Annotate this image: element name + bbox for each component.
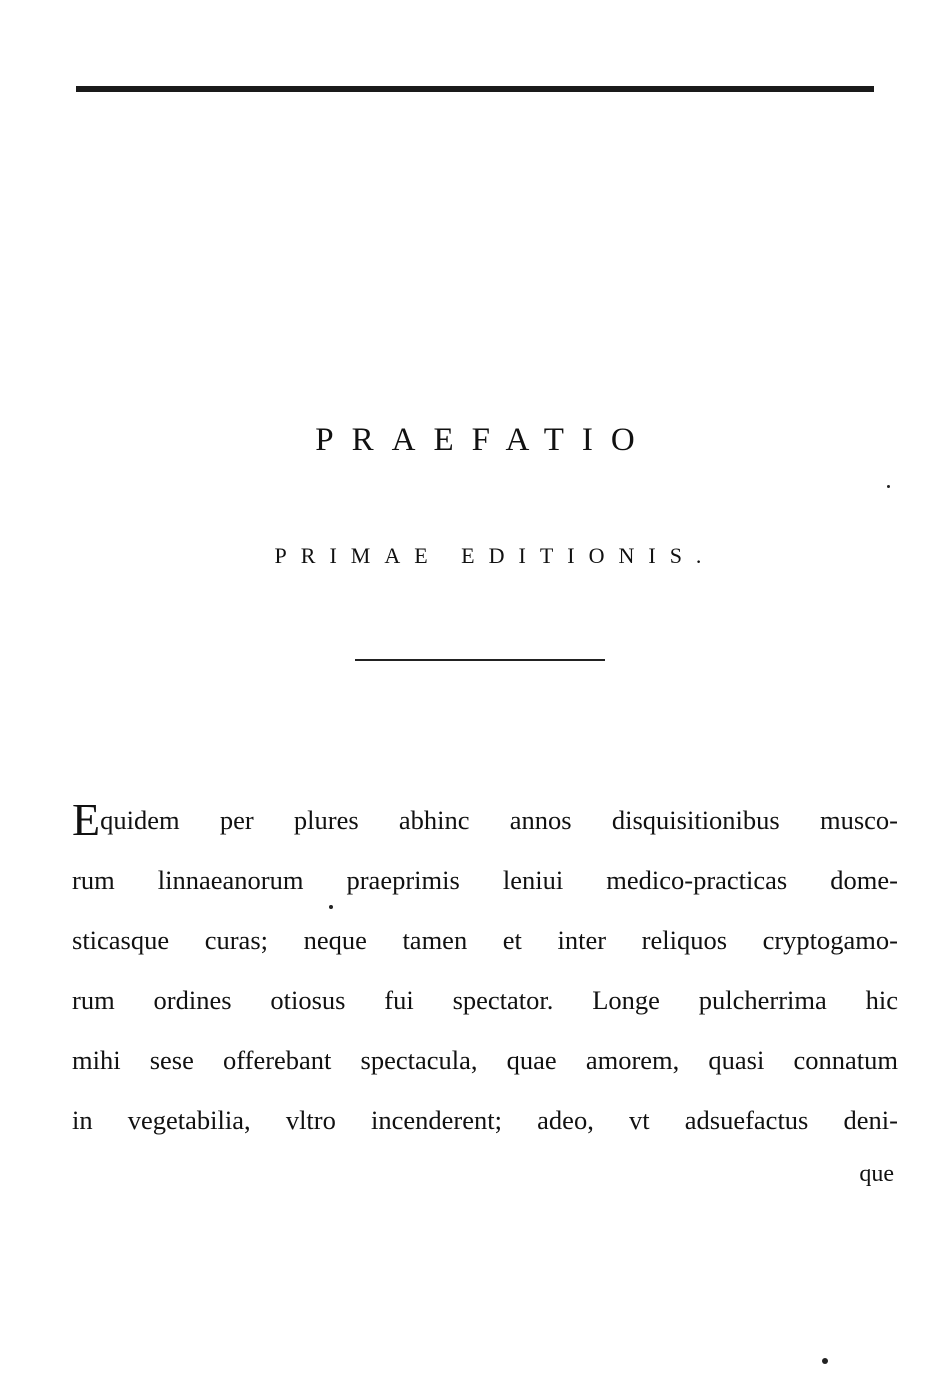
text-line: rum ordines otiosus fui spectator. Longe pulcherrima hic (72, 985, 898, 1015)
ink-speck (329, 905, 333, 909)
page-subtitle: PRIMAE EDITIONIS. (274, 543, 716, 568)
text-line-content: quidem per plures abhinc annos disquisitionibus musco- (100, 805, 898, 835)
body-paragraph (72, 790, 898, 1150)
top-rule (76, 86, 874, 92)
text-line: mihi sese offerebant spectacula, quae amorem, quasi connatum (72, 1045, 898, 1075)
text-line: rum linnaeanorum praeprimis leniui medico-practicas dome- (72, 865, 898, 895)
section-divider (355, 659, 605, 661)
ink-speck (822, 1358, 828, 1364)
ink-speck (887, 485, 890, 488)
page-title: PRAEFATIO (315, 422, 653, 458)
catchword: que (859, 1161, 894, 1187)
text-line (72, 790, 898, 850)
initial-letter: E (72, 794, 101, 845)
text-line: sticasque curas; neque tamen et inter reliquos cryptogamo- (72, 925, 898, 955)
text-line: in vegetabilia, vltro incenderent; adeo, vt adsuefactus deni- (72, 1105, 898, 1135)
